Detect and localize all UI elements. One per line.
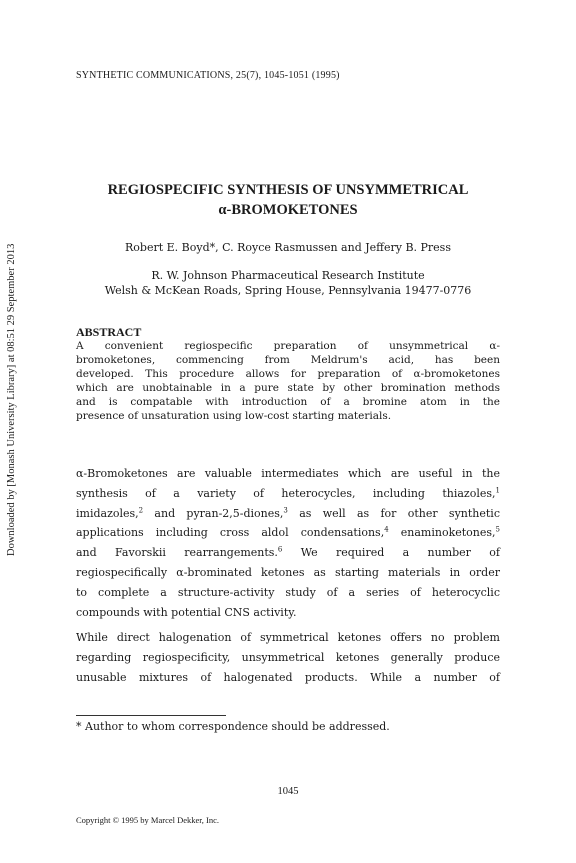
body-line: [76, 543, 500, 563]
body-text: imidazoles,: [76, 506, 139, 520]
abstract-body: [76, 339, 500, 423]
body-line: unusable mixtures of halogenated products. While a number of: [76, 670, 500, 684]
reference-marker: 1: [495, 486, 500, 495]
abstract-line: and is compatable with introduction of a bromine atom in the: [76, 396, 500, 408]
affiliation-line-1: R. W. Johnson Pharmaceutical Research Institute: [151, 269, 425, 282]
abstract-line: A convenient regiospecific preparation of unsymmetrical α-: [76, 340, 500, 352]
reference-marker: 2: [138, 505, 144, 514]
body-text: as well as for other synthetic: [287, 506, 500, 520]
body-line: [76, 484, 500, 504]
abstract-heading: ABSTRACT: [76, 325, 142, 339]
correspondence-footnote: * Author to whom correspondence should be addressed.: [76, 720, 390, 733]
title-line-1: REGIOSPECIFIC SYNTHESIS OF UNSYMMETRICAL: [107, 182, 469, 198]
abstract-line: presence of unsaturation using low-cost starting materials.: [76, 410, 392, 422]
body-line: to complete a structure-activity study of a series of heterocyclic: [76, 585, 500, 599]
page-number: 1045: [277, 786, 299, 797]
affiliation-line-2: Welsh & McKean Roads, Spring House, Pennsylvania 19477-0776: [104, 284, 472, 297]
body-text: enaminoketones,: [388, 526, 496, 540]
reference-marker: 4: [384, 525, 389, 534]
abstract-line: which are unobtainable in a pure state by other bromination methods: [76, 382, 500, 394]
body-text: We required a number of: [282, 546, 500, 560]
body-text: synthesis of a variety of heterocycles, including thiazoles,: [76, 486, 496, 500]
body-text: and Favorskii rearrangements.: [76, 546, 278, 560]
reference-marker: 5: [495, 525, 500, 534]
body-text: applications including cross aldol condensations,: [76, 526, 385, 540]
body-paragraph-2: [76, 628, 500, 687]
body-paragraph-1: [76, 464, 500, 622]
reference-marker: 6: [277, 545, 283, 554]
body-line: While direct halogenation of symmetrical ketones offers no problem: [76, 631, 500, 644]
download-watermark: Downloaded by [Monash University Library] at 08:51 29 September 2013: [6, 243, 17, 556]
copyright-notice: Copyright © 1995 by Marcel Dekker, Inc.: [76, 815, 220, 825]
abstract-line: bromoketones, commencing from Meldrum's acid, has been: [76, 354, 500, 366]
article-title: [60, 180, 516, 220]
reference-marker: 3: [283, 505, 288, 514]
body-line: regarding regiospecificity, unsymmetrical ketones generally produce: [76, 650, 500, 664]
affiliation: [60, 268, 516, 298]
body-line: [76, 504, 500, 524]
footnote-divider: [76, 715, 226, 716]
body-line: compounds with potential CNS activity.: [76, 605, 297, 619]
body-line: regiospecifically α-brominated ketones as starting materials in order: [76, 565, 500, 579]
body-text: and pyran-2,5-diones,: [143, 506, 284, 520]
abstract-line: developed. This procedure allows for preparation of α-bromoketones: [76, 368, 500, 380]
body-line: α-Bromoketones are valuable intermediates which are useful in the: [76, 467, 500, 480]
body-line: [76, 523, 500, 543]
journal-header: SYNTHETIC COMMUNICATIONS, 25(7), 1045-1051 (1995): [76, 70, 340, 81]
author-list: Robert E. Boyd*, C. Royce Rasmussen and Jeffery B. Press: [125, 241, 451, 254]
title-line-2: α-BROMOKETONES: [218, 202, 358, 218]
